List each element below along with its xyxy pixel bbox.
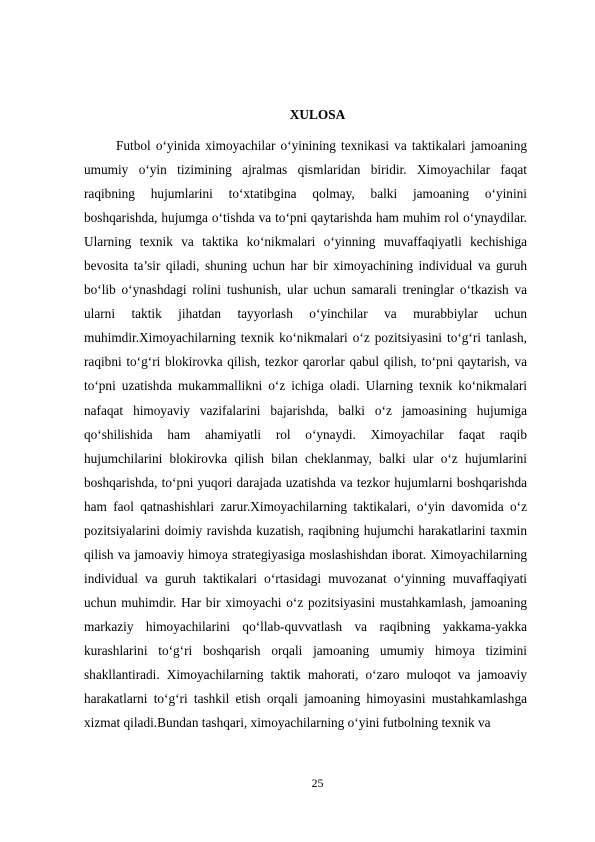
page-number: 25 — [311, 776, 324, 790]
page-title: XULOSA — [289, 107, 346, 122]
body-paragraph: Futbol o‘yinida ximoyachilar o‘yinining texnikasi va taktikalari jamoaning umumiy o‘yin tizimining ajralmas qismlaridan biridir. Ximoyachilar faqat raqibning hujumlarini to‘xtatibgina qolmay, balki jamoaning o‘yinini boshqarishda, hujumga o‘tishda va to‘pni qaytarishda ham muhim rol o‘ynaydilar. Ularning texnik va taktika ko‘nikmalari o‘yinning muvaffaqiyatli kechishiga bevosita ta’sir qiladi, shuning uchun har bir ximoyachining individual va guruh bo‘lib o‘ynashdagi rolini tushunish, ular uchun samarali treninglar o‘tkazish va ularni taktik jihatdan tayyorlash o‘yinchilar va murabbiylar uchun muhimdir.Ximoyachilarning texnik ko‘nikmalari o‘z pozitsiyasini to‘g‘ri tanlash, raqibni to‘g‘ri blokirovka qilish, tezkor qarorlar qabul qilish, to‘pni qaytarish, va to‘pni uzatishda mukammallikni o‘z ichiga oladi. Ularning texnik ko‘nikmalari nafaqat himoyaviy vazifalarini bajarishda, balki o‘z jamoasining hujumiga qo‘shilishida ham ahamiyatli rol o‘ynaydi. Ximoyachilar faqat raqib hujumchilarini blokirovka qilish bilan cheklanmay, balki ular o‘z hujumlarini boshqarishda, to‘pni yuqori darajada uzatishda va tezkor hujumlarni boshqarishda ham faol qatnashishlari zarur.Ximoyachilarning taktikalari, o‘yin davomida o‘z pozitsiyalarini doimiy ravishda kuzatish, raqibning hujumchi harakatlarini taxmin qilish va jamoaviy himoya strategiyasiga moslashishdan iborat. Ximoyachilarning individual va guruh taktikalari o‘rtasidagi muvozanat o‘yinning muvaffaqiyati uchun muhimdir. Har bir ximoyachi o‘z pozitsiyasini mustahkamlash, jamoaning markaziy himoyachilarini qo‘llab-quvvatlash va raqibning yakkama-yakka kurashlarini to‘g‘ri boshqarish orqali jamoaning umumiy himoya tizimini shakllantiradi. Ximoyachilarning taktik mahorati, o‘zaro muloqot va jamoaviy harakatlarni to‘g‘ri tashkil etish orqali jamoaning himoyasini mustahkamlashga xizmat qiladi.Bundan tashqari, ximoyachilarning o‘yini futbolning texnik va — [84, 138, 527, 731]
